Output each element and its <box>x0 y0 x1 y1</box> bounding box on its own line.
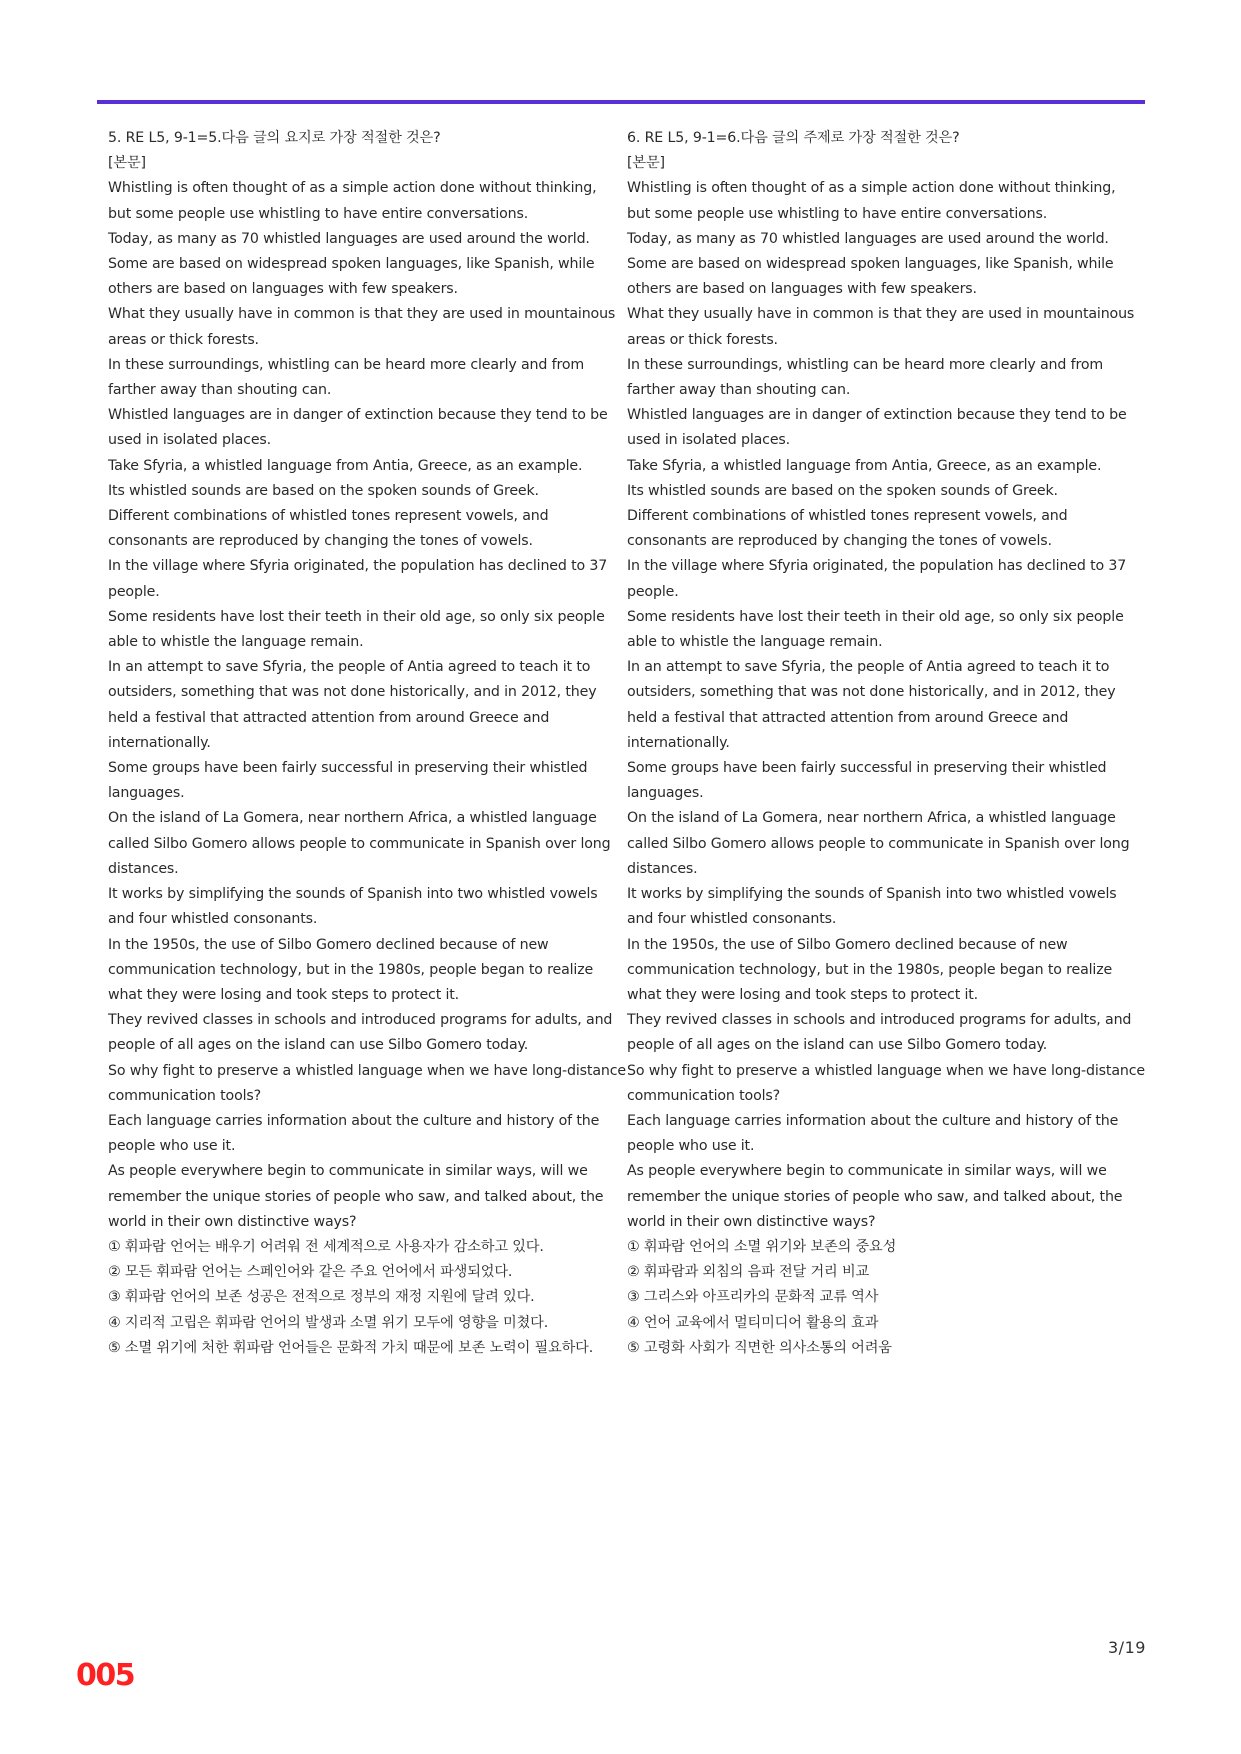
passage-line: used in isolated places. <box>627 432 790 449</box>
passage-line: areas or thick forests. <box>108 331 259 348</box>
passage-line: held a festival that attracted attention from around Greece and <box>108 709 550 726</box>
answer-choice-2: ② 휘파람과 외침의 음파 전달 거리 비교 <box>627 1264 870 1281</box>
passage-line: outsiders, something that was not done historically, and in 2012, they <box>108 684 597 701</box>
passage-label: [본문] <box>108 155 146 172</box>
answer-choice-1: ① 휘파람 언어는 배우기 어려워 전 세계적으로 사용자가 감소하고 있다. <box>108 1238 544 1255</box>
passage-line: people who use it. <box>627 1138 755 1155</box>
passage-line: Today, as many as 70 whistled languages are used around the world. <box>108 230 590 247</box>
passage-line: In the village where Sfyria originated, the population has declined to 37 <box>108 558 608 575</box>
passage-line: people of all ages on the island can use Silbo Gomero today. <box>108 1037 529 1054</box>
passage-line: Some groups have been fairly successful in preserving their whistled <box>627 760 1107 777</box>
passage-line: In these surroundings, whistling can be heard more clearly and from <box>108 356 585 373</box>
passage-line: Different combinations of whistled tones represent vowels, and <box>627 508 1068 525</box>
passage-line: So why fight to preserve a whistled language when we have long-distance <box>108 1062 626 1079</box>
passage-line: held a festival that attracted attention from around Greece and <box>627 709 1069 726</box>
passage-line: As people everywhere begin to communicate in similar ways, will we <box>627 1163 1107 1180</box>
passage-line: remember the unique stories of people who saw, and talked about, the <box>108 1188 604 1205</box>
passage-line: what they were losing and took steps to protect it. <box>108 986 460 1003</box>
passage-line: It works by simplifying the sounds of Spanish into two whistled vowels <box>108 886 598 903</box>
answer-choice-4: ④ 언어 교육에서 멀티미디어 활용의 효과 <box>627 1314 879 1331</box>
header-rule <box>97 100 1145 104</box>
passage-line: remember the unique stories of people who saw, and talked about, the <box>627 1188 1123 1205</box>
passage-line: Whistled languages are in danger of extinction because they tend to be <box>108 407 608 424</box>
passage-line: Some groups have been fairly successful in preserving their whistled <box>108 760 588 777</box>
passage-line: distances. <box>627 860 698 877</box>
passage <box>108 176 626 1235</box>
passage-line: but some people use whistling to have entire conversations. <box>627 205 1048 222</box>
passage-line: distances. <box>108 860 179 877</box>
passage-line: farther away than shouting can. <box>627 382 851 399</box>
passage-line: people of all ages on the island can use Silbo Gomero today. <box>627 1037 1048 1054</box>
passage-line: areas or thick forests. <box>627 331 778 348</box>
passage-line: people. <box>108 583 160 600</box>
passage-line: consonants are reproduced by changing the tones of vowels. <box>627 533 1052 550</box>
passage-line: Whistling is often thought of as a simple action done without thinking, <box>627 180 1116 197</box>
passage-line: In the 1950s, the use of Silbo Gomero declined because of new <box>627 936 1068 953</box>
answer-choices <box>108 1235 618 1361</box>
brand-number: 005 <box>76 1658 135 1693</box>
passage-line: languages. <box>108 785 185 802</box>
passage-line: communication technology, but in the 1980s, people began to realize <box>108 961 594 978</box>
passage-line: They revived classes in schools and introduced programs for adults, and <box>108 1012 613 1029</box>
answer-choice-5: ⑤ 고령화 사회가 직면한 의사소통의 어려움 <box>627 1339 892 1356</box>
passage-line: called Silbo Gomero allows people to communicate in Spanish over long <box>108 835 611 852</box>
passage-line: able to whistle the language remain. <box>627 634 883 651</box>
passage-line: outsiders, something that was not done historically, and in 2012, they <box>627 684 1116 701</box>
passage-line: Some residents have lost their teeth in their old age, so only six people <box>627 608 1124 625</box>
passage-line: Take Sfyria, a whistled language from Antia, Greece, as an example. <box>108 457 583 474</box>
passage-line: world in their own distinctive ways? <box>627 1213 876 1230</box>
answer-choice-3: ③ 그리스와 아프리카의 문화적 교류 역사 <box>627 1289 879 1306</box>
question-6 <box>627 126 1145 1361</box>
passage-line: internationally. <box>627 734 730 751</box>
answer-choice-1: ① 휘파람 언어의 소멸 위기와 보존의 중요성 <box>627 1238 897 1255</box>
passage-line: languages. <box>627 785 704 802</box>
question-header: 5. RE L5, 9-1=5.다음 글의 요지로 가장 적절한 것은? <box>108 130 441 146</box>
passage-line: As people everywhere begin to communicate in similar ways, will we <box>108 1163 588 1180</box>
passage-line: They revived classes in schools and introduced programs for adults, and <box>627 1012 1132 1029</box>
passage-line: On the island of La Gomera, near northern Africa, a whistled language <box>627 810 1116 827</box>
passage-line: and four whistled consonants. <box>108 911 318 928</box>
passage-line: Today, as many as 70 whistled languages are used around the world. <box>627 230 1109 247</box>
passage-line: farther away than shouting can. <box>108 382 332 399</box>
passage-line: In these surroundings, whistling can be heard more clearly and from <box>627 356 1104 373</box>
passage-line: On the island of La Gomera, near northern Africa, a whistled language <box>108 810 597 827</box>
passage-line: Each language carries information about the culture and history of the <box>627 1112 1119 1129</box>
passage-line: In the 1950s, the use of Silbo Gomero declined because of new <box>108 936 549 953</box>
answer-choice-3: ③ 휘파람 언어의 보존 성공은 전적으로 정부의 재정 지원에 달려 있다. <box>108 1289 535 1306</box>
passage-line: What they usually have in common is that they are used in mountainous <box>627 306 1135 323</box>
passage-line: consonants are reproduced by changing the tones of vowels. <box>108 533 533 550</box>
passage-line: Whistling is often thought of as a simple action done without thinking, <box>108 180 597 197</box>
passage-line: What they usually have in common is that they are used in mountainous <box>108 306 616 323</box>
answer-choices <box>627 1235 1137 1361</box>
passage-line: called Silbo Gomero allows people to communicate in Spanish over long <box>627 835 1130 852</box>
answer-choice-2: ② 모든 휘파람 언어는 스페인어와 같은 주요 언어에서 파생되었다. <box>108 1264 513 1281</box>
passage-line: internationally. <box>108 734 211 751</box>
passage-line: communication tools? <box>627 1087 781 1104</box>
passage-line: Each language carries information about the culture and history of the <box>108 1112 600 1129</box>
passage-line: what they were losing and took steps to protect it. <box>627 986 979 1003</box>
passage-line: Whistled languages are in danger of extinction because they tend to be <box>627 407 1127 424</box>
passage-line: others are based on languages with few speakers. <box>108 281 458 298</box>
passage-line: In an attempt to save Sfyria, the people of Antia agreed to teach it to <box>627 659 1110 676</box>
passage-line: and four whistled consonants. <box>627 911 837 928</box>
answer-choice-4: ④ 지리적 고립은 휘파람 언어의 발생과 소멸 위기 모두에 영향을 미쳤다. <box>108 1314 549 1331</box>
passage-line: used in isolated places. <box>108 432 271 449</box>
question-header: 6. RE L5, 9-1=6.다음 글의 주제로 가장 적절한 것은? <box>627 130 960 146</box>
question-5 <box>108 126 626 1361</box>
passage-line: Its whistled sounds are based on the spoken sounds of Greek. <box>108 482 539 499</box>
passage-line: world in their own distinctive ways? <box>108 1213 357 1230</box>
passage-line: others are based on languages with few speakers. <box>627 281 977 298</box>
passage-line: but some people use whistling to have entire conversations. <box>108 205 529 222</box>
passage-label: [본문] <box>627 155 665 172</box>
passage-line: Its whistled sounds are based on the spoken sounds of Greek. <box>627 482 1058 499</box>
passage-line: So why fight to preserve a whistled language when we have long-distance <box>627 1062 1145 1079</box>
passage-line: In an attempt to save Sfyria, the people of Antia agreed to teach it to <box>108 659 591 676</box>
passage <box>627 176 1145 1235</box>
passage-line: In the village where Sfyria originated, the population has declined to 37 <box>627 558 1127 575</box>
passage-line: communication tools? <box>108 1087 262 1104</box>
passage-line: people. <box>627 583 679 600</box>
passage-line: Take Sfyria, a whistled language from Antia, Greece, as an example. <box>627 457 1102 474</box>
page-number: 3/19 <box>1108 1638 1146 1657</box>
passage-line: able to whistle the language remain. <box>108 634 364 651</box>
answer-choice-5: ⑤ 소멸 위기에 처한 휘파람 언어들은 문화적 가치 때문에 보존 노력이 필요하다. <box>108 1339 594 1356</box>
passage-line: Different combinations of whistled tones represent vowels, and <box>108 508 549 525</box>
passage-line: people who use it. <box>108 1138 236 1155</box>
passage-line: communication technology, but in the 1980s, people began to realize <box>627 961 1113 978</box>
passage-line: Some residents have lost their teeth in their old age, so only six people <box>108 608 605 625</box>
passage-line: It works by simplifying the sounds of Spanish into two whistled vowels <box>627 886 1117 903</box>
passage-line: Some are based on widespread spoken languages, like Spanish, while <box>108 256 595 273</box>
passage-line: Some are based on widespread spoken languages, like Spanish, while <box>627 256 1114 273</box>
